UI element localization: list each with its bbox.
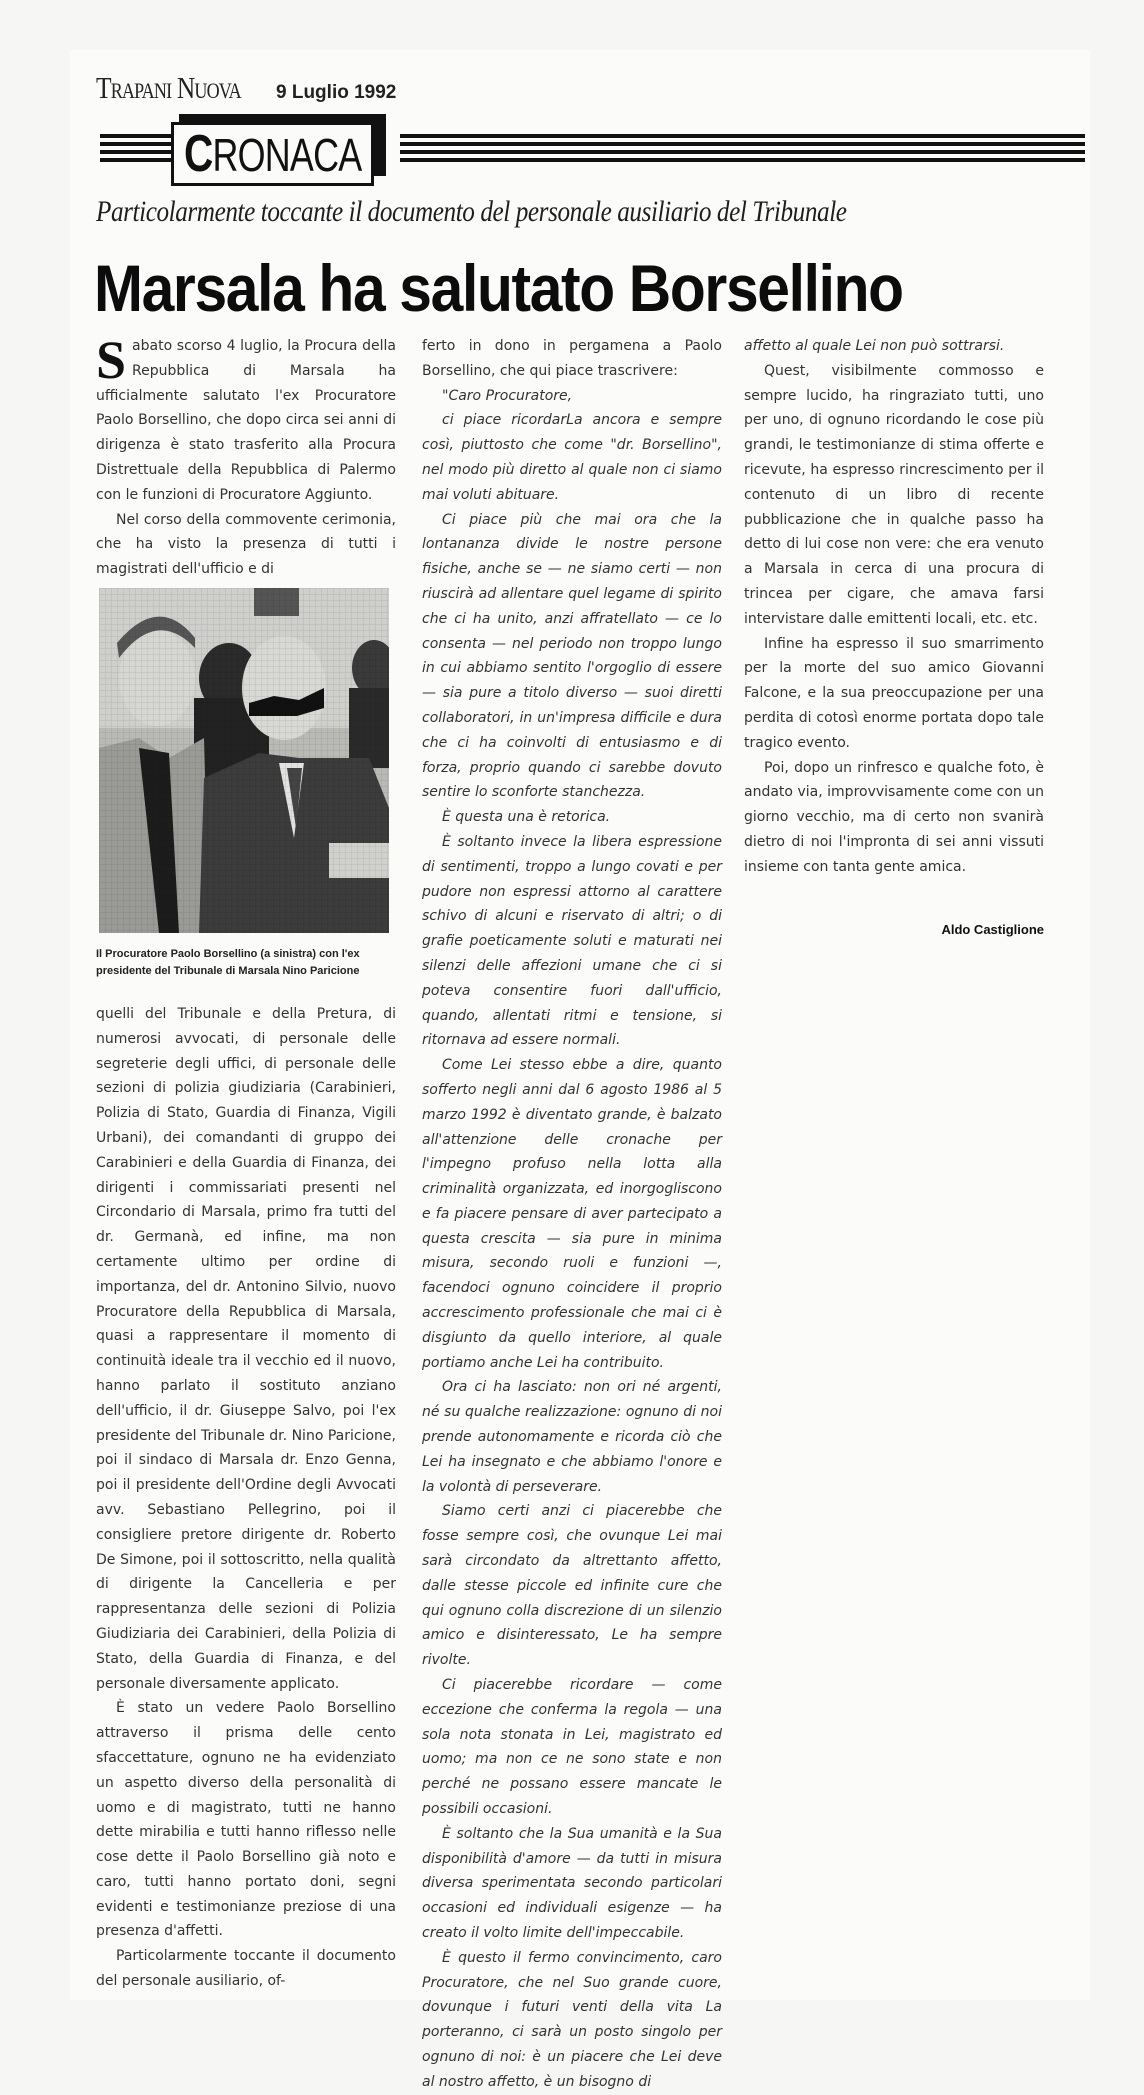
paragraph: affetto al quale Lei non può sottrarsi.	[744, 338, 1005, 354]
paragraph: quelli del Tribunale e della Pretura, di numerosi avvocati, di personale delle segreterie degli uffici, di personale delle sezioni di polizia giudiziaria (Carabinieri, Polizia di Stato, Guardia di Finanza, Vigili Urbani), dei comandanti di gruppo dei Carabinieri e della Guardia di Finanza, dei dirigenti i commissariati presenti nel Circondario di Marsala, primo fra tutti del dr. Germanà, ed infine, ma non certamente ultimo per ordine di importanza, del dr. Antonino Silvio, nuovo Procuratore della Repubblica di Marsala, quasi a rappresentare il momento di continuità ideale tra il vecchio ed il nuovo, hanno parlato il sostituto anziano dell'ufficio, il dr. Giuseppe Salvo, poi l'ex presidente del Tribunale dr. Nino Paricione, poi il sindaco di Marsala dr. Enzo Genna, poi il presidente dell'Ordine degli Avvocati avv. Sebastiano Pellegrino, poi il consigliere pretore dirigente dr. Roberto De Simone, poi il sottoscritto, nella qualità di dirigente la Cancelleria e per rappresentanza delle sezioni di Polizia Giudiziaria dei Carabinieri, della Polizia di Stato, della Guardia di Finanza, e del personale diversamente applicato.	[96, 1006, 396, 1692]
decorative-rules-left	[100, 134, 180, 164]
paragraph: Quest, visibilmente commosso e sempre lucido, ha ringraziato tutti, uno per uno, di ognuno ricordando le cose più grandi, le testimonianze di stima offerte e ricevute, ha espresso rincrescimento per il contenuto di un libro di recente pubblicazione che in qualche passo ha detto di lui cose non vere: che era venuto a Marsala in cerca di una procura di trincea per cigare, che amava farsi intervistare dalle emittenti locali, etc. etc.	[744, 362, 1044, 627]
paragraph: Ora ci ha lasciato: non ori né argenti, né su qualche realizzazione: ognuno di noi prende autonomamente e ricorda ciò che Lei ha insegnato e che abbiamo l'onore e la volontà di perseverare.	[422, 1379, 722, 1495]
paragraph: Particolarmente toccante il documento del personale ausiliario, of-	[96, 1948, 396, 1990]
article-kicker: Particolarmente toccante il documento del personale ausiliario del Tribunale	[96, 195, 847, 228]
paragraph: ci piace ricordarLa ancora e sempre così, piuttosto che come "dr. Borsellino", nel modo più diretto al quale non ci siamo mai voluti abituare.	[422, 412, 722, 503]
rubric-box	[171, 122, 374, 186]
photo-caption: Il Procuratore Paolo Borsellino (a sinistra) con l'ex presidente del Tribunale di Marsala Nino Paricione	[96, 948, 360, 977]
paragraph: Ci piacerebbe ricordare — come eccezione che conferma la regola — una sola nota stonata in Lei, magistrato ed uomo; ma non ce ne sono state e non perché ne possano essere mancate le possibili occasioni.	[422, 1677, 722, 1818]
paragraph: Nel corso della commovente cerimonia, che ha visto la presenza di tutti i magistrati dell'ufficio e di	[96, 511, 396, 578]
section-label: CRONACA	[183, 125, 362, 183]
paragraph: È soltanto che la Sua umanità e la Sua disponibilità d'amore — da tutti in misura diversa sperimentata secondo particolari occasioni ed individuali esigenze — ha creato il volto limite dell'impeccabile.	[422, 1825, 722, 1941]
paragraph: È questo il fermo convincimento, caro Procuratore, che nel Suo grande cuore, dovunque i futuri venti della vita La porteranno, ci sarà un posto singolo per ognuno di noi: è un piacere che Lei deve al nostro affetto, è un bisogno di	[422, 1949, 722, 2090]
paragraph: Come Lei stesso ebbe a dire, quanto sofferto negli anni dal 6 agosto 1986 al 5 marzo 1992 è diventato grande, è balzato all'attenzione delle cronache per l'impegno profuso nella lotta alla criminalità organizzata, ed inorgogliscono e fa piacere pensare di aver partecipato a questa crescita — sia pure in minima misura, secondo ruoli e funzioni —, facendoci ognuno coincidere il proprio accrescimento professionale che mai ci è disgiunto da quello interiore, al quale portiamo anche Lei ha contribuito.	[422, 1057, 722, 1371]
paragraph: Infine ha espresso il suo smarrimento per la morte del suo amico Giovanni Falcone, e la sua preoccupazione per una perdita di cotosì enorme portata dopo tale tragico evento.	[744, 635, 1044, 751]
article-column-2	[422, 334, 722, 2095]
paragraph: È questa una è retorica.	[442, 809, 611, 826]
masthead	[96, 70, 396, 106]
section-rubric	[100, 114, 1090, 194]
paragraph: Ci piace più che mai ora che la lontananza divide le nostre persone fisiche, anche se — ne siamo certi — non riuscirà ad allentare quel legame di spirito che ci ha unito, anzi affratellato — ce lo consenta — nel periodo non troppo lungo in cui abbiamo sentito l'orgoglio di essere — sia pure a titolo diverso — suoi diretti collaboratori, in un'impresa difficile e dura che ci ha coinvolti di entusiasmo e di forza, proprio quando ci sarebbe dovuto sentire lo sconforte stanchezza.	[422, 511, 722, 801]
paragraph: ferto in dono in pergamena a Paolo Borsellino, che qui piace trascrivere:	[422, 338, 722, 379]
paragraph: Sabato scorso 4 luglio, la Procura della Repubblica di Marsala ha ufficialmente salutato l'ex Procuratore Paolo Borsellino, che dopo circa sei anni di dirigenza è stato trasferito alla Procura Distrettuale della Repubblica di Palermo con le funzioni di Procuratore Aggiunto.	[96, 330, 396, 503]
paragraph: Siamo certi anzi ci piacerebbe che fosse sempre così, che ovunque Lei mai sarà circondato da altrettanto affetto, dalle stesse piccole ed infinite cure che qui ognuno colla discrezione di un silenzio amico e disinteressato, Le ha sempre rivolte.	[422, 1503, 722, 1669]
article-headline: Marsala ha salutato Borsellino	[94, 251, 903, 325]
article-column-1	[96, 330, 396, 582]
drop-cap: S	[96, 330, 127, 390]
paragraph: "Caro Procuratore,	[442, 387, 573, 404]
publication-date: 9 Luglio 1992	[276, 82, 397, 103]
article-photo	[99, 588, 389, 933]
article-column-1-continued	[96, 1002, 396, 1994]
newspaper-name: Trapani Nuova	[96, 70, 241, 105]
article-byline: Aldo Castiglione	[941, 922, 1044, 937]
paragraph: È soltanto invece la libera espressione di sentimenti, troppo a lungo covati e per pudore non espressi attorno al carattere schivo di alcuni e riservato di altri; o di grafie poeticamente soluti e maturati nei silenzi delle affezioni umane che ci si poteva consentire fuori dall'ufficio, quando, allentati ritmi e tensione, si ritornava ad essere normali.	[422, 833, 722, 1049]
photo-two-men-image	[99, 588, 389, 933]
decorative-rules-right	[400, 134, 1085, 164]
paragraph: È stato un vedere Paolo Borsellino attraverso il prisma delle cento sfaccettature, ognuno ne ha evidenziato un aspetto diverso della personalità di uomo e di magistrato, tutti ne hanno dette mirabilia e tutti hanno riflesso nelle cose dette il Paolo Borsellino già noto e caro, tutti hanno portato doni, segni evidenti e testimonianze preziose di una presenza d'affetti.	[96, 1700, 396, 1940]
paragraph: Poi, dopo un rinfresco e qualche foto, è andato via, improvvisamente come con un giorno vecchio, ma di certo non svanirà dietro di noi l'impronta di sei anni vissuti insieme con tanta gente amica.	[744, 759, 1044, 875]
article-column-3	[744, 334, 1044, 880]
